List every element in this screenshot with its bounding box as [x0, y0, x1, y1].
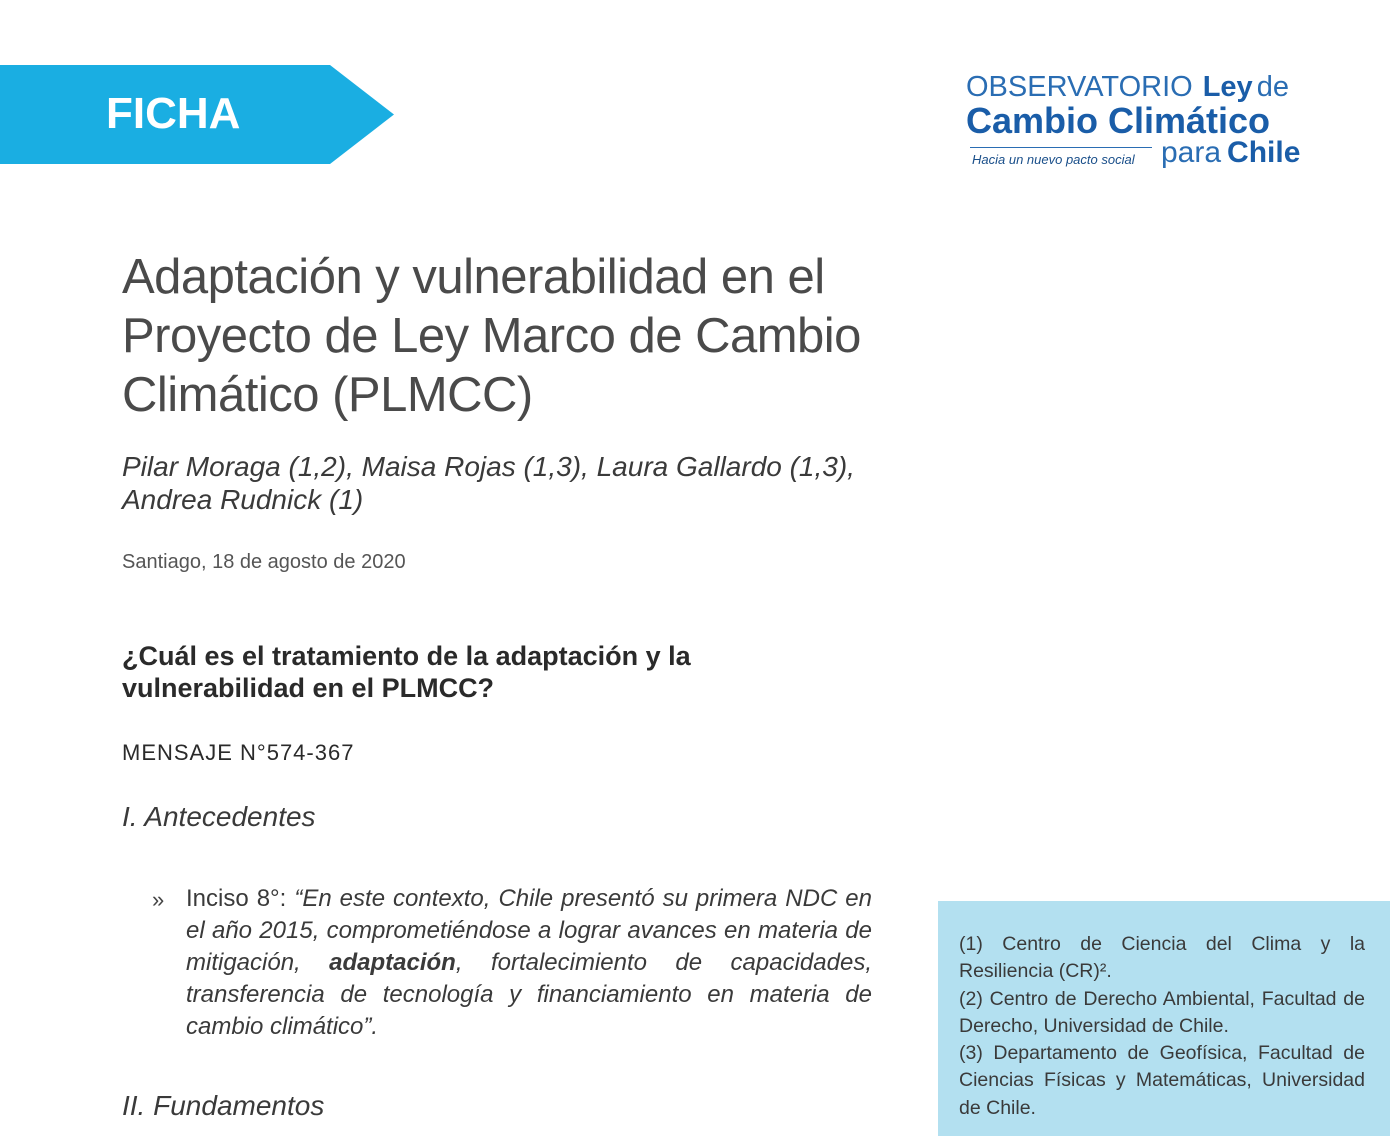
title-line: Climático (PLMCC) [122, 368, 533, 422]
logo-chile: Chile [1227, 136, 1301, 169]
document-title [122, 248, 892, 425]
bullet-marker: » [152, 887, 165, 912]
affiliation-item: (2) Centro de Derecho Ambiental, Facultad de Derecho, Universidad de Chile. [959, 987, 1365, 1037]
bullet-quote-bold: adaptación [329, 949, 456, 976]
affiliations-box [938, 901, 1390, 1136]
logo-divider [970, 147, 1152, 148]
section-fundamentos: II. Fundamentos [122, 1090, 325, 1121]
observatorio-logo [966, 68, 1306, 178]
document-date: Santiago, 18 de agosto de 2020 [122, 551, 406, 573]
logo-line-3 [1161, 134, 1300, 172]
logo-observatorio: OBSERVATORIO [966, 71, 1193, 103]
title-line: Adaptación y vulnerabilidad en el [122, 250, 825, 304]
bullet-quote-start: “En este contexto, Chile presentó su primera NDC en el año 2015, comprometiéndose a lograr avances en materia de mitigación, [186, 885, 872, 976]
affiliation-item: (1) Centro de Ciencia del Clima y la Resiliencia (CR)². [959, 933, 1365, 983]
bullet-lead: Inciso 8°: [186, 885, 295, 912]
bullet-quote-end: , fortalecimiento de capacidades, transferencia de tecnología y financiamiento en materia de cambio climático”. [186, 949, 872, 1040]
affiliations-list [959, 931, 1365, 1122]
question-line: ¿Cuál es el tratamiento de la adaptación y la [122, 641, 691, 671]
ficha-label: FICHA [106, 89, 241, 138]
bullet-inciso [186, 883, 872, 1043]
authors-line: Andrea Rudnick (1) [122, 484, 364, 515]
logo-cambio-climatico: Cambio Climático [966, 100, 1271, 141]
logo-para: para [1161, 136, 1222, 169]
authors-line: Pilar Moraga (1,2), Maisa Rojas (1,3), Laura Gallardo (1,3), [122, 451, 855, 482]
logo-tagline: Hacia un nuevo pacto social [972, 152, 1135, 167]
authors [122, 450, 902, 516]
logo-ley: Ley [1202, 71, 1253, 103]
section-antecedentes: I. Antecedentes [122, 801, 316, 832]
title-line: Proyecto de Ley Marco de Cambio [122, 309, 861, 363]
question-line: vulnerabilidad en el PLMCC? [122, 673, 495, 703]
affiliation-item: (3) Departamento de Geofísica, Facultad de Ciencias Físicas y Matemáticas, Universidad de Chile. [959, 1042, 1365, 1119]
logo-de: de [1256, 71, 1289, 103]
mensaje-heading: MENSAJE N°574-367 [122, 740, 355, 765]
section-question [122, 640, 882, 704]
